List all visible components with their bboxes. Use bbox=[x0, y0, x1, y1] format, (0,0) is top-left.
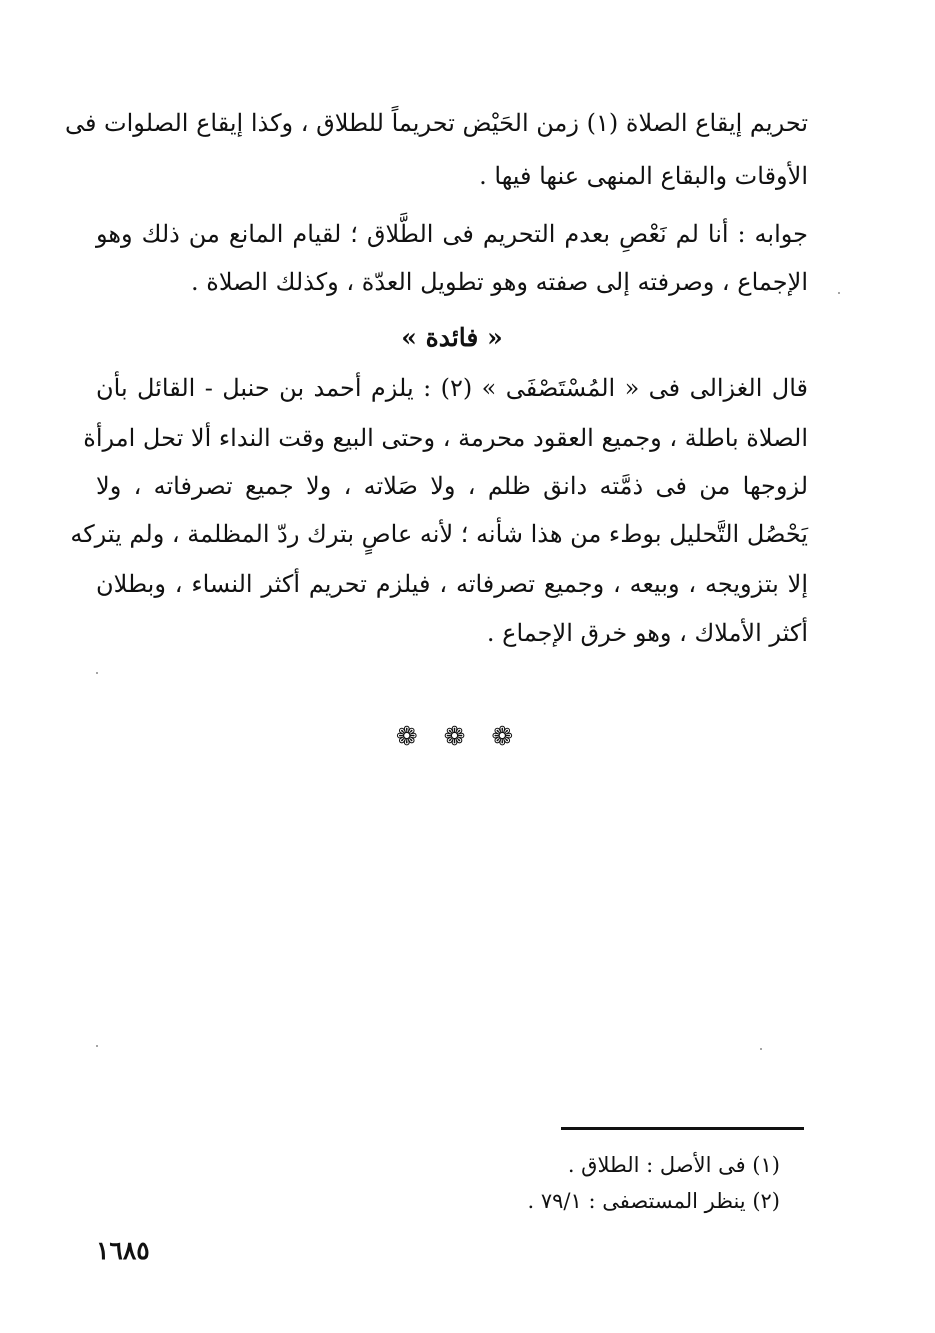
text-line: أكثر الأملاك ، وهو خرق الإجماع . bbox=[486, 619, 808, 647]
footnote-2: (٢) ينظر المستصفى : ٧٩/١ . bbox=[527, 1189, 780, 1213]
scan-speck bbox=[96, 672, 98, 674]
text-line: الصلاة باطلة ، وجميع العقود محرمة ، وحتى البيع وقت النداء ألا تحل امرأة bbox=[83, 424, 808, 452]
section-ornament: ❁❁❁ bbox=[395, 722, 540, 752]
text-line: الأوقات والبقاع المنهى عنها فيها . bbox=[479, 162, 808, 190]
text-line: جوابه : أنا لم نَعْصِ بعدم التحريم فى الطَّلاق ؛ لقيام المانع من ذلك وهو bbox=[96, 220, 809, 248]
footnote-divider bbox=[561, 1127, 804, 1130]
text-line: إلا بتزويجه ، وبيعه ، وجميع تصرفاته ، فيلزم تحريم أكثر النساء ، وبطلان bbox=[96, 570, 808, 598]
footnote-1: (١) فى الأصل : الطلاق . bbox=[567, 1153, 780, 1177]
text-line: الإجماع ، وصرفته إلى صفته وهو تطويل العدّة ، وكذلك الصلاة . bbox=[191, 268, 808, 296]
section-heading: « فائدة » bbox=[401, 323, 503, 352]
scan-speck bbox=[760, 1048, 762, 1050]
scan-speck bbox=[96, 1045, 98, 1047]
text-line: لزوجها من فى ذمَّته دانق ظلم ، ولا صَلاته ، ولا جميع تصرفاته ، ولا bbox=[96, 472, 808, 500]
scan-speck bbox=[838, 292, 840, 294]
page-number: ١٦٨٥ bbox=[96, 1236, 150, 1265]
text-line: تحريم إيقاع الصلاة (١) زمن الحَيْض تحريماً للطلاق ، وكذا إيقاع الصلوات فى bbox=[64, 109, 808, 137]
text-line: يَحْصُل التَّحليل بوطء من هذا شأنه ؛ لأنه عاصٍ بترك ردّ المظلمة ، ولم يتركه bbox=[70, 520, 808, 548]
text-line: قال الغزالى فى « المُسْتَصْفَى » (٢) : يلزم أحمد بن حنبل - القائل بأن bbox=[96, 374, 808, 402]
